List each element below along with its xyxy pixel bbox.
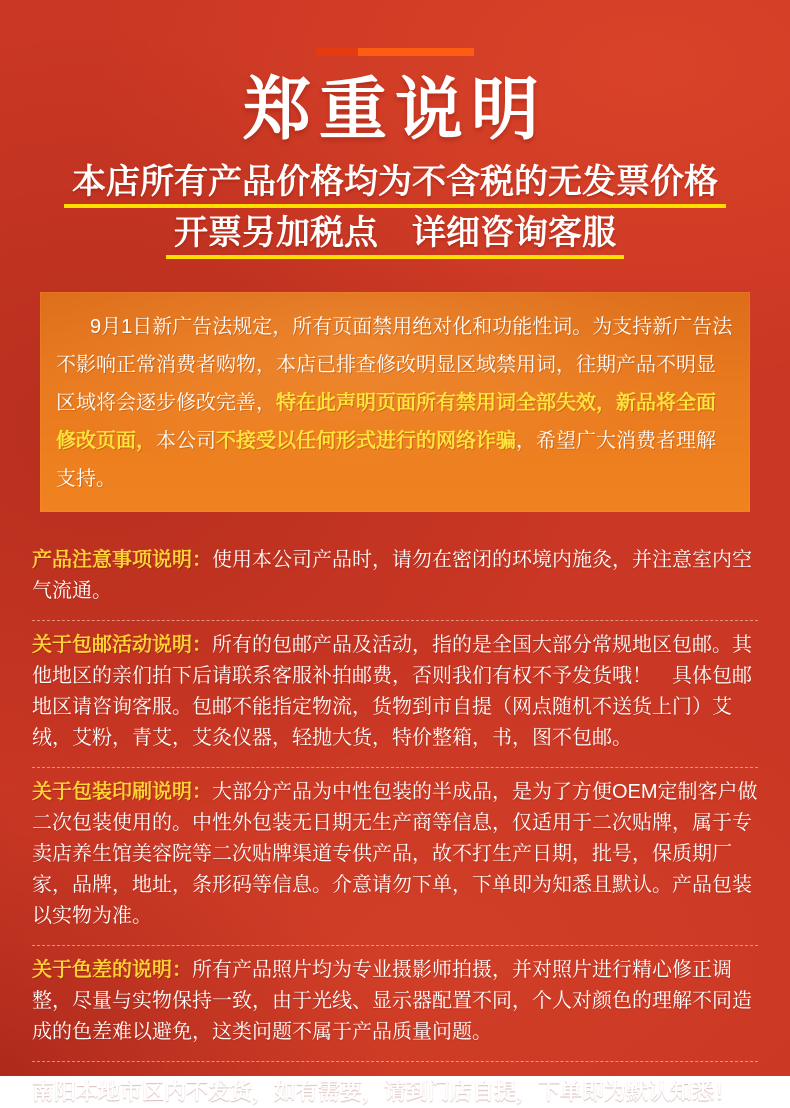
section-label: 关于包邮活动说明：	[32, 634, 212, 656]
info-sections	[32, 536, 758, 1062]
price-notice-line-1: 本店所有产品价格均为不含税的无发票价格	[64, 162, 726, 208]
section-body: 使用本公司产品时，请勿在密闭的环境内施灸，并注意室内空气流通。	[32, 549, 752, 602]
section-product-caution	[32, 536, 758, 621]
notice-segment-normal-3: ，希望广大消费者理解支持。	[56, 430, 716, 490]
notice-segment-emphasis-1: 特在此声明页面所有禁用词全部失效，新品将全面修改页面，	[56, 392, 716, 452]
notice-segment-normal-2: 本公司	[156, 430, 216, 452]
local-pickup-notice: 南阳本地市区内不发货，如有需要，请到门店自提，下单即为默认知悉！	[32, 1079, 737, 1104]
section-body: 所有的包邮产品及活动，指的是全国大部分常规地区包邮。其他地区的亲们拍下后请联系客服补拍邮费，否则我们有权不予发货哦！ 具体包邮地区请咨询客服。包邮不能指定物流，货物到市自提（网点随机不送货上门）艾绒，艾粉，青艾，艾灸仪器，轻抛大货，特价整箱，书，图不包邮。	[32, 634, 752, 749]
section-label: 关于包装印刷说明：	[32, 781, 212, 803]
page-title: 郑重说明	[242, 72, 547, 148]
section-body: 所有产品照片均为专业摄影师拍摄，并对照片进行精心修正调整，尽量与实物保持一致，由于光线、显示器配置不同，个人对颜色的理解不同造成的色差难以避免，这类问题不属于产品质量问题。	[32, 959, 752, 1043]
section-body: 大部分产品为中性包装的半成品，是为了方便OEM定制客户做二次包装使用的。中性外包装无日期无生产商等信息，仅适用于二次贴牌，属于专卖店养生馆美容院等二次贴牌渠道专供产品，故不打生产日期，批号，保质期厂家，品牌，地址，条形码等信息。介意请勿下单，下单即为知悉且默认。产品包装以实物为准。	[32, 781, 758, 927]
accent-bar-red-segment	[316, 48, 358, 56]
price-notice	[0, 162, 790, 264]
hero-header	[0, 0, 790, 264]
section-packaging-print	[32, 768, 758, 946]
accent-bar-orange-segment	[358, 48, 474, 56]
section-label: 关于色差的说明：	[32, 959, 192, 981]
notice-segment-emphasis-2: 不接受以任何形式进行的网络诈骗	[216, 430, 516, 452]
accent-bar-icon	[316, 48, 474, 56]
price-notice-line-2: 开票另加税点 详细咨询客服	[166, 213, 624, 259]
ad-law-notice-text	[56, 308, 734, 498]
section-label: 产品注意事项说明：	[32, 549, 212, 571]
ad-law-notice-box	[40, 292, 750, 512]
notice-segment-normal-1: 9月1日新广告法规定，所有页面禁用绝对化和功能性词。为支持新广告法不影响正常消费者购物，本店已排查修改明显区域禁用词，往期产品不明显区域将会逐步修改完善，	[56, 316, 733, 414]
section-free-shipping	[32, 621, 758, 768]
section-color-difference	[32, 946, 758, 1062]
